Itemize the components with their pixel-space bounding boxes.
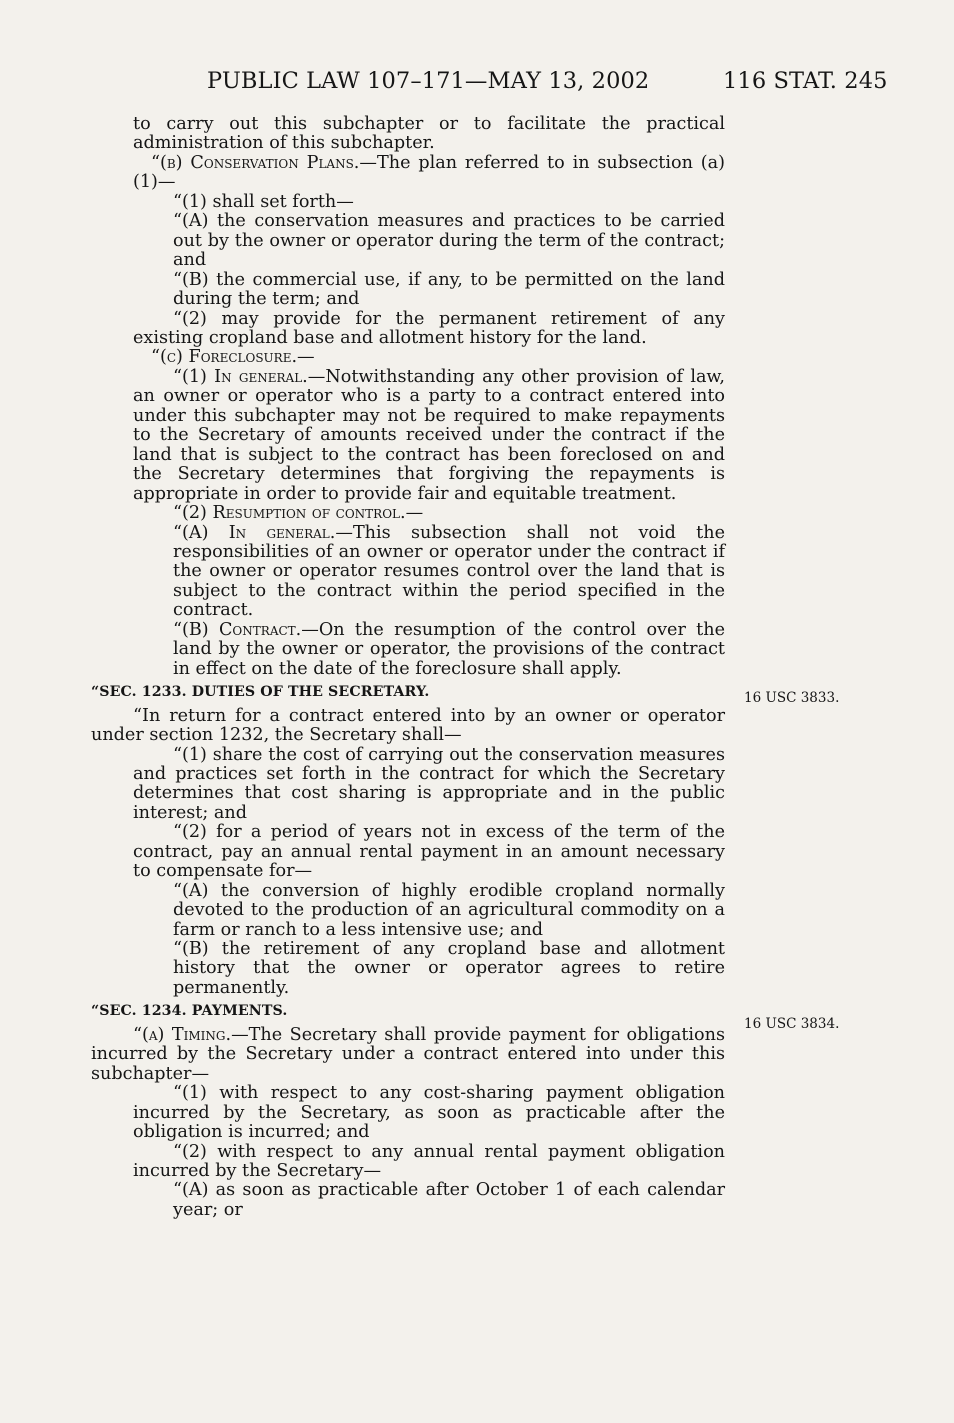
subparagraph-a: “(A) the conservation measures and practices to be carried out by the owner or operator during the term of the contract; and bbox=[173, 211, 725, 271]
subsection-heading: “(b) Conservation Plans. bbox=[151, 152, 360, 173]
section-1234-subsection-a-timing bbox=[91, 1026, 725, 1084]
paragraph-1-in-general bbox=[133, 368, 725, 504]
section-1234-heading: “SEC. 1234. PAYMENTS. bbox=[91, 1003, 288, 1020]
section-1233-paragraph-2: “(2) for a period of years not in excess of the term of the contract, pay an annual rental payment in an amount necessary to compensate for— bbox=[133, 822, 725, 882]
subparagraph-b: “(B) the commercial use, if any, to be permitted on the land during the term; and bbox=[173, 269, 725, 310]
section-1233-paragraph-1: “(1) share the cost of carrying out the conservation measures and practices set forth in the contract for which the Secretary determines that cost sharing is appropriate and in the public interest; and bbox=[133, 744, 725, 823]
running-header-title: PUBLIC LAW 107–171—MAY 13, 2002 bbox=[207, 68, 650, 94]
paragraph-2: “(2) may provide for the permanent retirement of any existing cropland base and allotment history for the land. bbox=[133, 308, 725, 348]
section-1233-heading: “SEC. 1233. DUTIES OF THE SECRETARY. bbox=[91, 684, 430, 701]
section-1234-paragraph-1: “(1) with respect to any cost-sharing payment obligation incurred by the Secretary, as soon as practicable after the obligation is incurred; and bbox=[133, 1083, 725, 1143]
margin-note-16-usc-3834: 16 USC 3834. bbox=[744, 1016, 840, 1032]
subparagraph-heading: “(B) Contract. bbox=[173, 619, 302, 640]
subsection-heading: “(a) Timing. bbox=[133, 1024, 232, 1045]
subsection-text: —The plan referred to in subsection (a)(1)— bbox=[133, 152, 726, 193]
section-1234-paragraph-2: “(2) with respect to any annual rental payment obligation incurred by the Secretary— bbox=[133, 1141, 725, 1182]
paragraph-heading: “(1) In general. bbox=[173, 366, 308, 387]
running-header-page-ref: 116 STAT. 245 bbox=[723, 68, 888, 94]
subsection-heading: “(c) Foreclosure. bbox=[151, 347, 298, 368]
section-1234-subparagraph-a: “(A) as soon as practicable after October 1 of each calendar year; or bbox=[173, 1180, 725, 1220]
subparagraph-text: —This subsection shall not void the responsibilities of an owner or operator under the contract if the owner or operator resumes control over the land that is subject to the contract within the period specified in the contract. bbox=[173, 522, 725, 621]
paragraph-text: — bbox=[405, 503, 424, 524]
paragraph-text: —Notwithstanding any other provision of law, an owner or operator who is a party to a contract entered into under this subchapter may not be required to make repayments to the Secretary of amounts received under the contract if the land that is subject to the contract has been foreclosed on and the Secretary determines that forgiving the repayments is appropriate in order to provide fair and equitable treatment. bbox=[133, 366, 725, 504]
paragraph-1: “(1) shall set forth— bbox=[173, 191, 354, 212]
subparagraph-b-contract bbox=[133, 621, 725, 679]
subparagraph-text: —On the resumption of the control over the land by the owner or operator, the provisions of the contract in effect on the date of the foreclosure shall apply. bbox=[173, 619, 725, 679]
paragraph-heading: “(2) Resumption of control. bbox=[173, 503, 406, 524]
paragraph-2-resumption-of-control bbox=[133, 504, 725, 523]
statute-body bbox=[91, 114, 726, 1220]
subsection-text: —The Secretary shall provide payment for obligations incurred by the Secretary under a contract entered into under this subchapter— bbox=[91, 1024, 725, 1084]
section-1233-intro: “In return for a contract entered into by an owner or operator under section 1232, the Secretary shall— bbox=[91, 705, 725, 746]
subparagraph-heading: “(A) In general. bbox=[173, 522, 336, 543]
subsection-text: — bbox=[297, 347, 315, 368]
paragraph: to carry out this subchapter or to facilitate the practical administration of this subchapter. bbox=[133, 114, 725, 154]
subparagraph-a-in-general bbox=[133, 524, 725, 621]
section-1233-subparagraph-b: “(B) the retirement of any cropland base and allotment history that the owner or operator agrees to retire permanently. bbox=[173, 939, 725, 998]
margin-note-16-usc-3833: 16 USC 3833. bbox=[744, 690, 840, 706]
section-1233-subparagraph-a: “(A) the conversion of highly erodible cropland normally devoted to the production of an agricultural commodity on a farm or ranch to a less intensive use; and bbox=[173, 880, 725, 940]
subsection-c-foreclosure bbox=[133, 348, 725, 367]
subsection-b-conservation-plans bbox=[133, 154, 725, 193]
